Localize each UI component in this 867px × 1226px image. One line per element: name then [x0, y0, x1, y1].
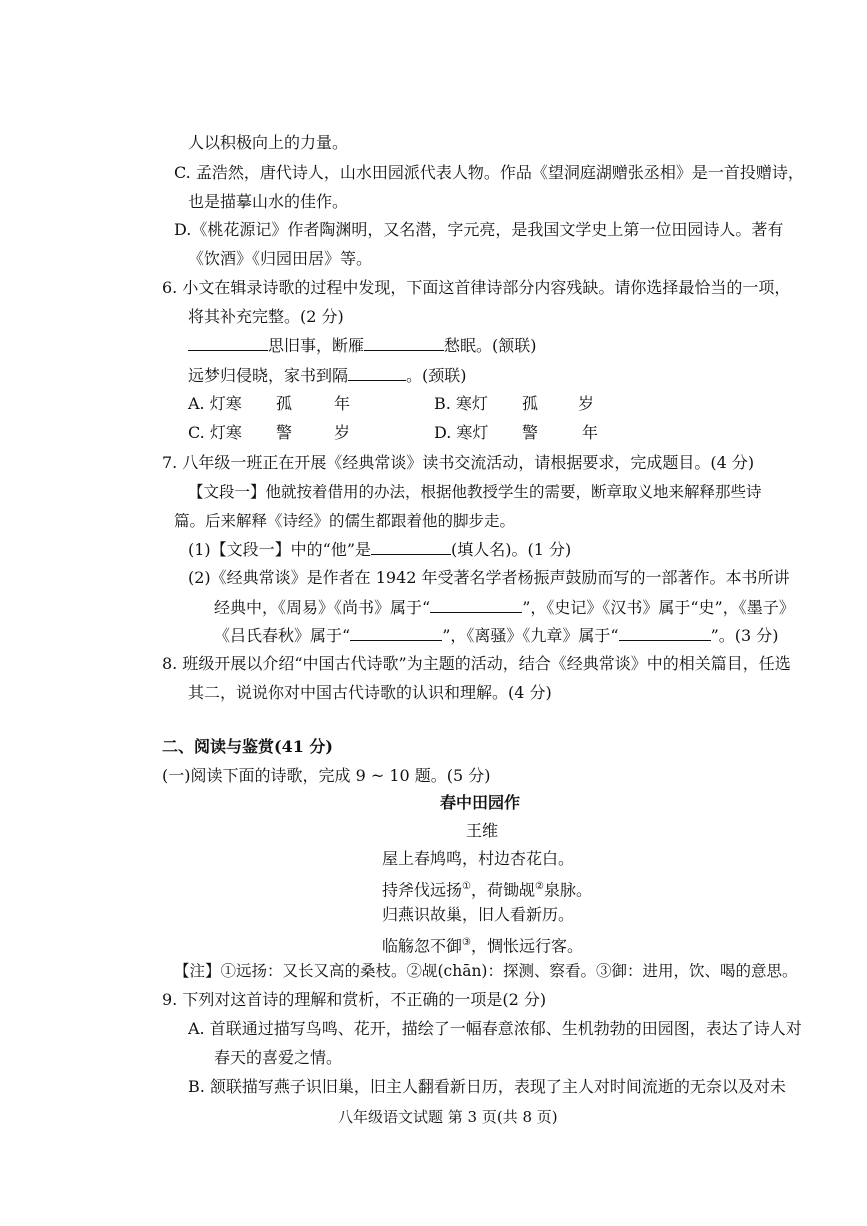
q6-text-a: 思旧事，断雁 — [268, 336, 365, 355]
poem-l4-a: 临觞忽不御 — [382, 936, 463, 956]
q6-text-b: 愁眠。(颔联) — [444, 336, 537, 355]
q6-opt-a-2: 孤 — [276, 394, 293, 413]
q7-sub-2-c — [214, 624, 779, 647]
blank — [364, 334, 444, 351]
question-8-b: 其二，说说你对中国古代诗歌的认识和理解。(4 分) — [188, 683, 552, 702]
q6-opt-c-2: 警 — [276, 423, 293, 442]
q6-poem-line-1 — [188, 334, 537, 357]
q7-sub-2-b — [214, 596, 795, 619]
q6-opt-c-3: 岁 — [334, 423, 351, 442]
q9-option-a-2: 春天的喜爱之情。 — [214, 1048, 343, 1067]
footnote-marker: ① — [462, 881, 471, 892]
q6-option-d — [434, 422, 598, 444]
q6-opt-c-1: C. 灯寒 — [188, 423, 242, 442]
line-continuation: 人以积极向上的力量。 — [188, 133, 349, 152]
q9-option-a: A. 首联通过描写鸟鸣、花开，描绘了一幅春意浓郁、生机勃勃的田园图，表达了诗人对 — [188, 1019, 802, 1038]
q6-opt-b-3: 岁 — [578, 394, 595, 413]
q6-opt-d-3: 年 — [582, 423, 599, 442]
q7-1-text-b: (填人名)。(1 分) — [451, 540, 572, 559]
question-8: 8. 班级开展以介绍“中国古代诗歌”为主题的活动，结合《经典常谈》中的相关篇目，任选 — [162, 654, 791, 673]
poem-line-4 — [382, 932, 583, 957]
q6-poem-line-2 — [188, 364, 467, 387]
page-footer: 八年级语文试题 第 3 页(共 8 页) — [338, 1108, 558, 1126]
poem-line-3: 归燕识故巢，旧人看新历。 — [382, 905, 575, 924]
q7-1-text-a: (1)【文段一】中的“他”是 — [188, 540, 372, 559]
q7-2b-text-a: 经典中，《周易》《尚书》属于“ — [214, 598, 431, 617]
blank — [350, 624, 442, 641]
q6-opt-b-1: B. 寒灯 — [434, 394, 488, 413]
question-6: 6. 小文在辑录诗歌的过程中发现，下面这首律诗部分内容残缺。请你选择最恰当的一项， — [162, 278, 791, 297]
blank — [348, 364, 406, 381]
q6-option-a — [188, 393, 350, 415]
section-2-heading: 二、阅读与鉴赏(41 分) — [162, 737, 333, 756]
q6-opt-d-1: D. 寒灯 — [434, 423, 489, 442]
poem-line-2 — [382, 876, 592, 901]
q6-text-d: 。(颈联) — [406, 366, 467, 385]
footnote-marker: ② — [535, 881, 544, 892]
poem-notes: 【注】①远扬：又长又高的桑枝。②觇(chān)：探测、察看。③御：进用，饮、喝的意思。 — [174, 962, 798, 980]
poem-l2-b: ，荷锄觇 — [470, 880, 535, 900]
q9-option-b: B. 颔联描写燕子识旧巢，旧主人翻看新日历，表现了主人对时间流逝的无奈以及对未 — [188, 1077, 786, 1096]
q6-opt-a-1: A. 灯寒 — [188, 394, 242, 413]
poem-line-1: 屋上春鸠鸣，村边杏花白。 — [382, 849, 575, 868]
q7-passage-2: 篇。后来解释《诗经》的儒生都跟着他的脚步走。 — [174, 512, 516, 530]
option-d-text-2: 《饮酒》《归园田居》等。 — [188, 249, 373, 268]
q7-sub-1 — [188, 538, 571, 561]
footnote-marker: ③ — [462, 937, 471, 948]
q7-sub-2: (2)《经典常谈》是作者在 1942 年受著名学者杨振声鼓励而写的一部著作。本书所讲 — [188, 568, 790, 587]
blank — [371, 538, 451, 555]
q6-option-c — [188, 422, 350, 444]
poem-l2-a: 持斧伐远扬 — [382, 880, 463, 900]
q6-opt-d-2: 警 — [522, 423, 539, 442]
q6-opt-b-2: 孤 — [522, 394, 539, 413]
blank — [430, 596, 522, 613]
q6-opt-a-3: 年 — [334, 394, 351, 413]
question-6-b: 将其补充完整。(2 分) — [188, 307, 344, 326]
option-c-text: C. 孟浩然，唐代诗人，山水田园派代表人物。作品《望洞庭湖赠张丞相》是一首投赠诗， — [174, 163, 804, 182]
poem-l2-c: 泉脉。 — [543, 880, 592, 900]
option-c-text-2: 也是描摹山水的佳作。 — [188, 192, 349, 211]
blank — [619, 624, 711, 641]
q6-option-b — [434, 393, 594, 415]
question-9: 9. 下列对这首诗的理解和赏析，不正确的一项是(2 分) — [162, 990, 547, 1009]
q7-2c-text-a: 《吕氏春秋》属于“ — [214, 626, 351, 645]
question-7: 7. 八年级一班正在开展《经典常谈》读书交流活动，请根据要求，完成题目。(4 分) — [162, 453, 755, 472]
q6-text-c: 远梦归侵晓，家书到隔 — [188, 366, 349, 385]
q7-2c-text-c: ”。(3 分) — [710, 626, 779, 645]
q7-passage: 【文段一】他就按着借用的办法，根据他教授学生的需要，断章取义地来解释那些诗 — [188, 483, 762, 501]
poem-author: 王维 — [466, 821, 499, 840]
poem-title: 春中田园作 — [440, 793, 521, 812]
option-d-text: D.《桃花源记》作者陶渊明，又名潜，字元亮，是我国文学史上第一位田园诗人。著有 — [174, 220, 784, 239]
q7-2c-text-b: ”，《离骚》《九章》属于“ — [442, 626, 619, 645]
subsection-1-heading: (一)阅读下面的诗歌，完成 9 ~ 10 题。(5 分) — [162, 766, 491, 785]
blank — [188, 334, 268, 351]
q7-2b-text-b: ”，《史记》《汉书》属于“史”，《墨子》 — [522, 598, 795, 617]
poem-l4-b: ，惆怅远行客。 — [470, 936, 583, 956]
